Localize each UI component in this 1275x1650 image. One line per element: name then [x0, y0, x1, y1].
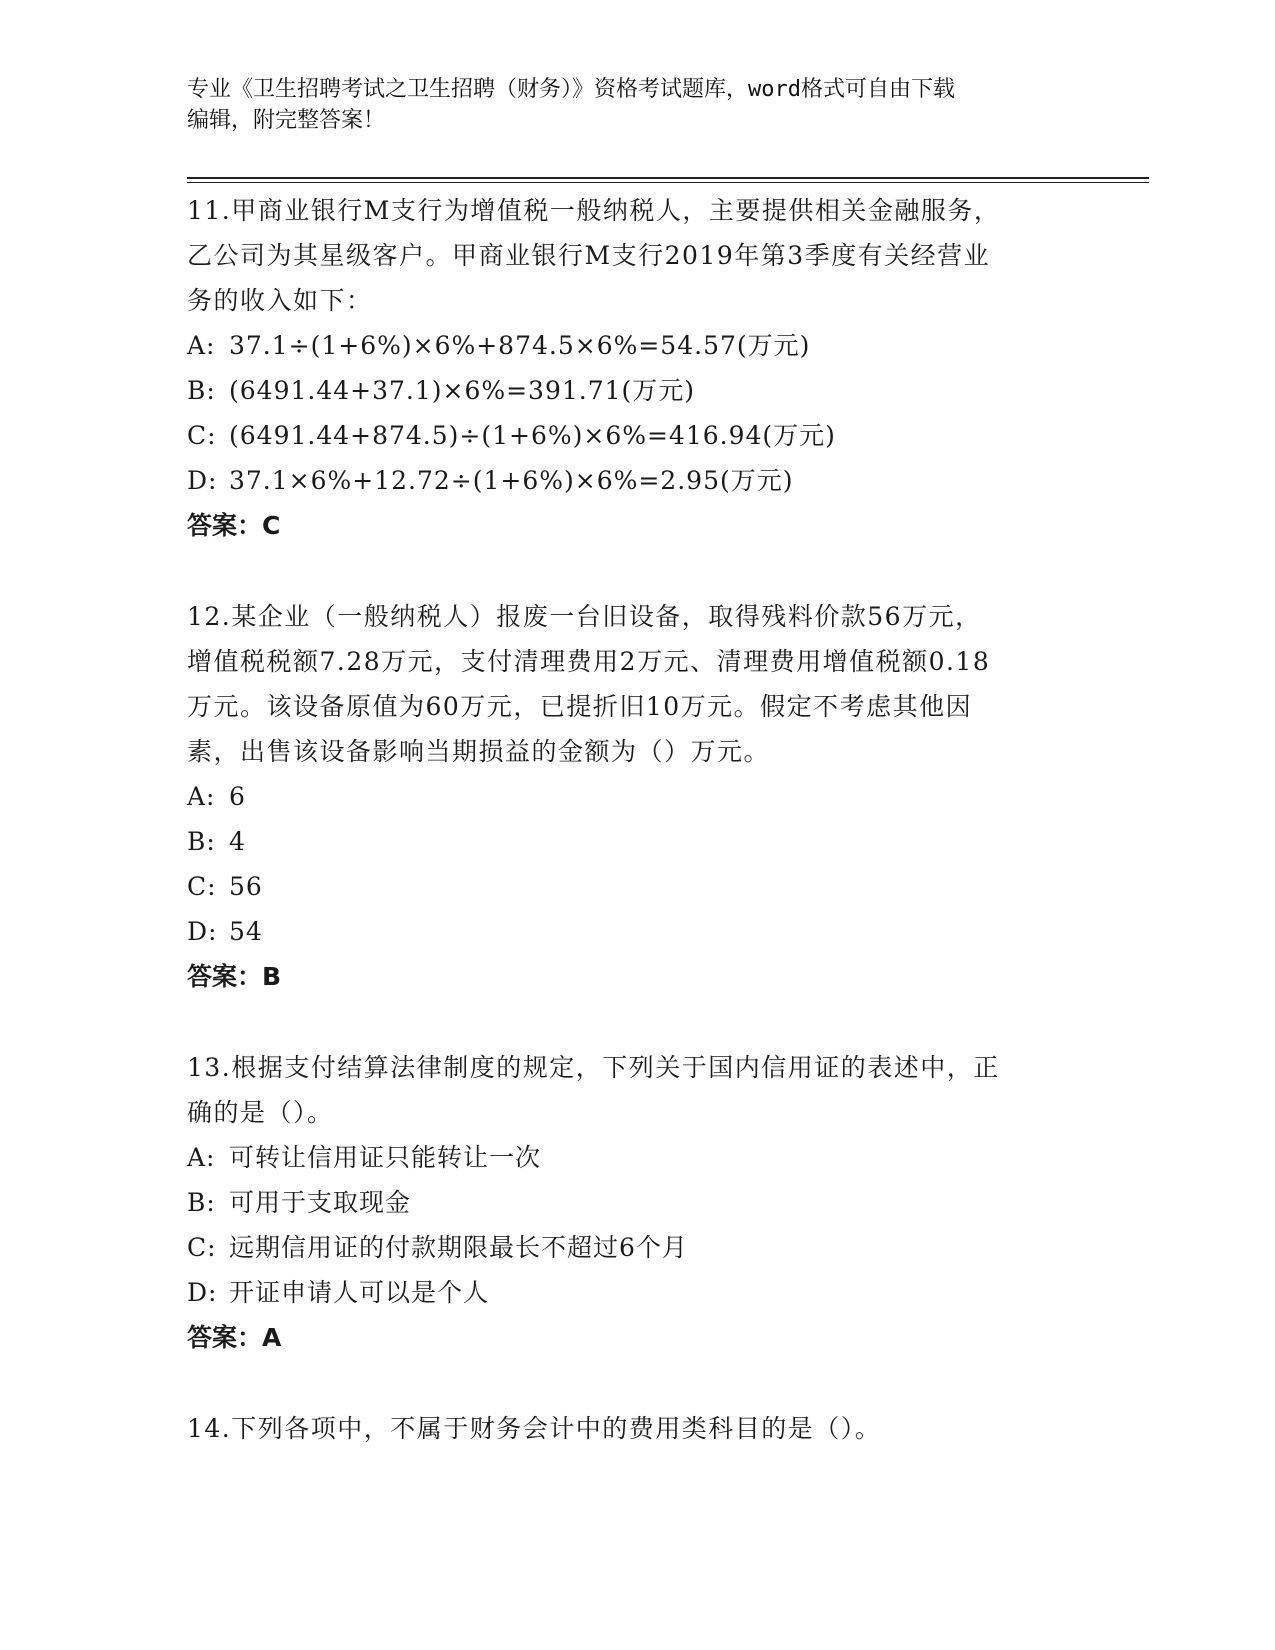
- option-a: [187, 1135, 1087, 1180]
- question-text-line: 乙公司为其星级客户。甲商业银行M支行2019年第3季度有关经营业: [187, 241, 991, 270]
- option-a: [187, 774, 1087, 819]
- option-text: 可转让信用证只能转让一次: [229, 1143, 542, 1172]
- option-text: (6491.44+874.5)÷(1+6%)×6%=416.94(万元): [229, 421, 836, 450]
- option-letter: D:: [187, 466, 218, 495]
- option-d: [187, 1270, 1087, 1315]
- option-b: [187, 819, 1087, 864]
- question-text-line: 11.甲商业银行M支行为增值税一般纳税人，主要提供相关金融服务，: [187, 196, 1001, 225]
- option-letter: D:: [187, 917, 218, 946]
- answer-line: 答案：C: [187, 511, 281, 540]
- option-letter: D:: [187, 1278, 218, 1307]
- question-list: [187, 188, 1087, 1451]
- option-letter: C:: [187, 421, 217, 450]
- option-text: 开证申请人可以是个人: [229, 1278, 490, 1307]
- option-text: 6: [229, 782, 246, 811]
- option-c: [187, 413, 1087, 458]
- option-text: 4: [229, 827, 246, 856]
- option-letter: C:: [187, 1233, 217, 1262]
- question-text-line: 务的收入如下：: [187, 286, 373, 315]
- question-text-line: 素，出售该设备影响当期损益的金额为（）万元。: [187, 737, 771, 766]
- header-line-1: 专业《卫生招聘考试之卫生招聘（财务）》资格考试题库，word格式可自由下载: [187, 77, 955, 102]
- option-text: 可用于支取现金: [229, 1188, 412, 1217]
- answer-line: 答案：A: [187, 1323, 282, 1352]
- question-text-line: 确的是（）。: [187, 1098, 334, 1127]
- question-text-line: 万元。该设备原值为60万元，已提折旧10万元。假定不考虑其他因: [187, 692, 973, 721]
- question-text-line: 13.根据支付结算法律制度的规定，下列关于国内信用证的表述中，正: [187, 1053, 1000, 1082]
- header-divider-thin: [187, 182, 1149, 183]
- option-c: [187, 1225, 1087, 1270]
- option-letter: A:: [187, 1143, 216, 1172]
- option-letter: A:: [187, 331, 216, 360]
- option-text: 54: [229, 917, 263, 946]
- option-letter: A:: [187, 782, 216, 811]
- option-text: (6491.44+37.1)×6%=391.71(万元): [229, 376, 696, 405]
- option-c: [187, 864, 1087, 909]
- option-text: 远期信用证的付款期限最长不超过6个月: [229, 1233, 688, 1262]
- option-a: [187, 323, 1087, 368]
- option-letter: B:: [187, 376, 216, 405]
- option-b: [187, 1180, 1087, 1225]
- header-line-2: 编辑，附完整答案！: [187, 108, 386, 133]
- question-12: [187, 594, 1087, 999]
- option-letter: C:: [187, 872, 217, 901]
- header-divider-thick: [187, 177, 1149, 179]
- option-d: [187, 458, 1087, 503]
- option-text: 56: [229, 872, 263, 901]
- option-text: 37.1÷(1+6%)×6%+874.5×6%=54.57(万元): [229, 331, 811, 360]
- question-11: [187, 188, 1087, 548]
- question-13: [187, 1045, 1087, 1360]
- question-text-line: 增值税税额7.28万元，支付清理费用2万元、清理费用增值税额0.18: [187, 647, 991, 676]
- question-14: [187, 1406, 1087, 1451]
- option-d: [187, 909, 1087, 954]
- question-text-line: 14.下列各项中，不属于财务会计中的费用类科目的是（）。: [187, 1414, 882, 1443]
- answer-line: 答案：B: [187, 962, 282, 991]
- question-text-line: 12.某企业（一般纳税人）报废一台旧设备，取得残料价款56万元，: [187, 602, 982, 631]
- option-b: [187, 368, 1087, 413]
- option-text: 37.1×6%+12.72÷(1+6%)×6%=2.95(万元): [229, 466, 794, 495]
- document-header: [187, 74, 1087, 136]
- option-letter: B:: [187, 1188, 216, 1217]
- option-letter: B:: [187, 827, 216, 856]
